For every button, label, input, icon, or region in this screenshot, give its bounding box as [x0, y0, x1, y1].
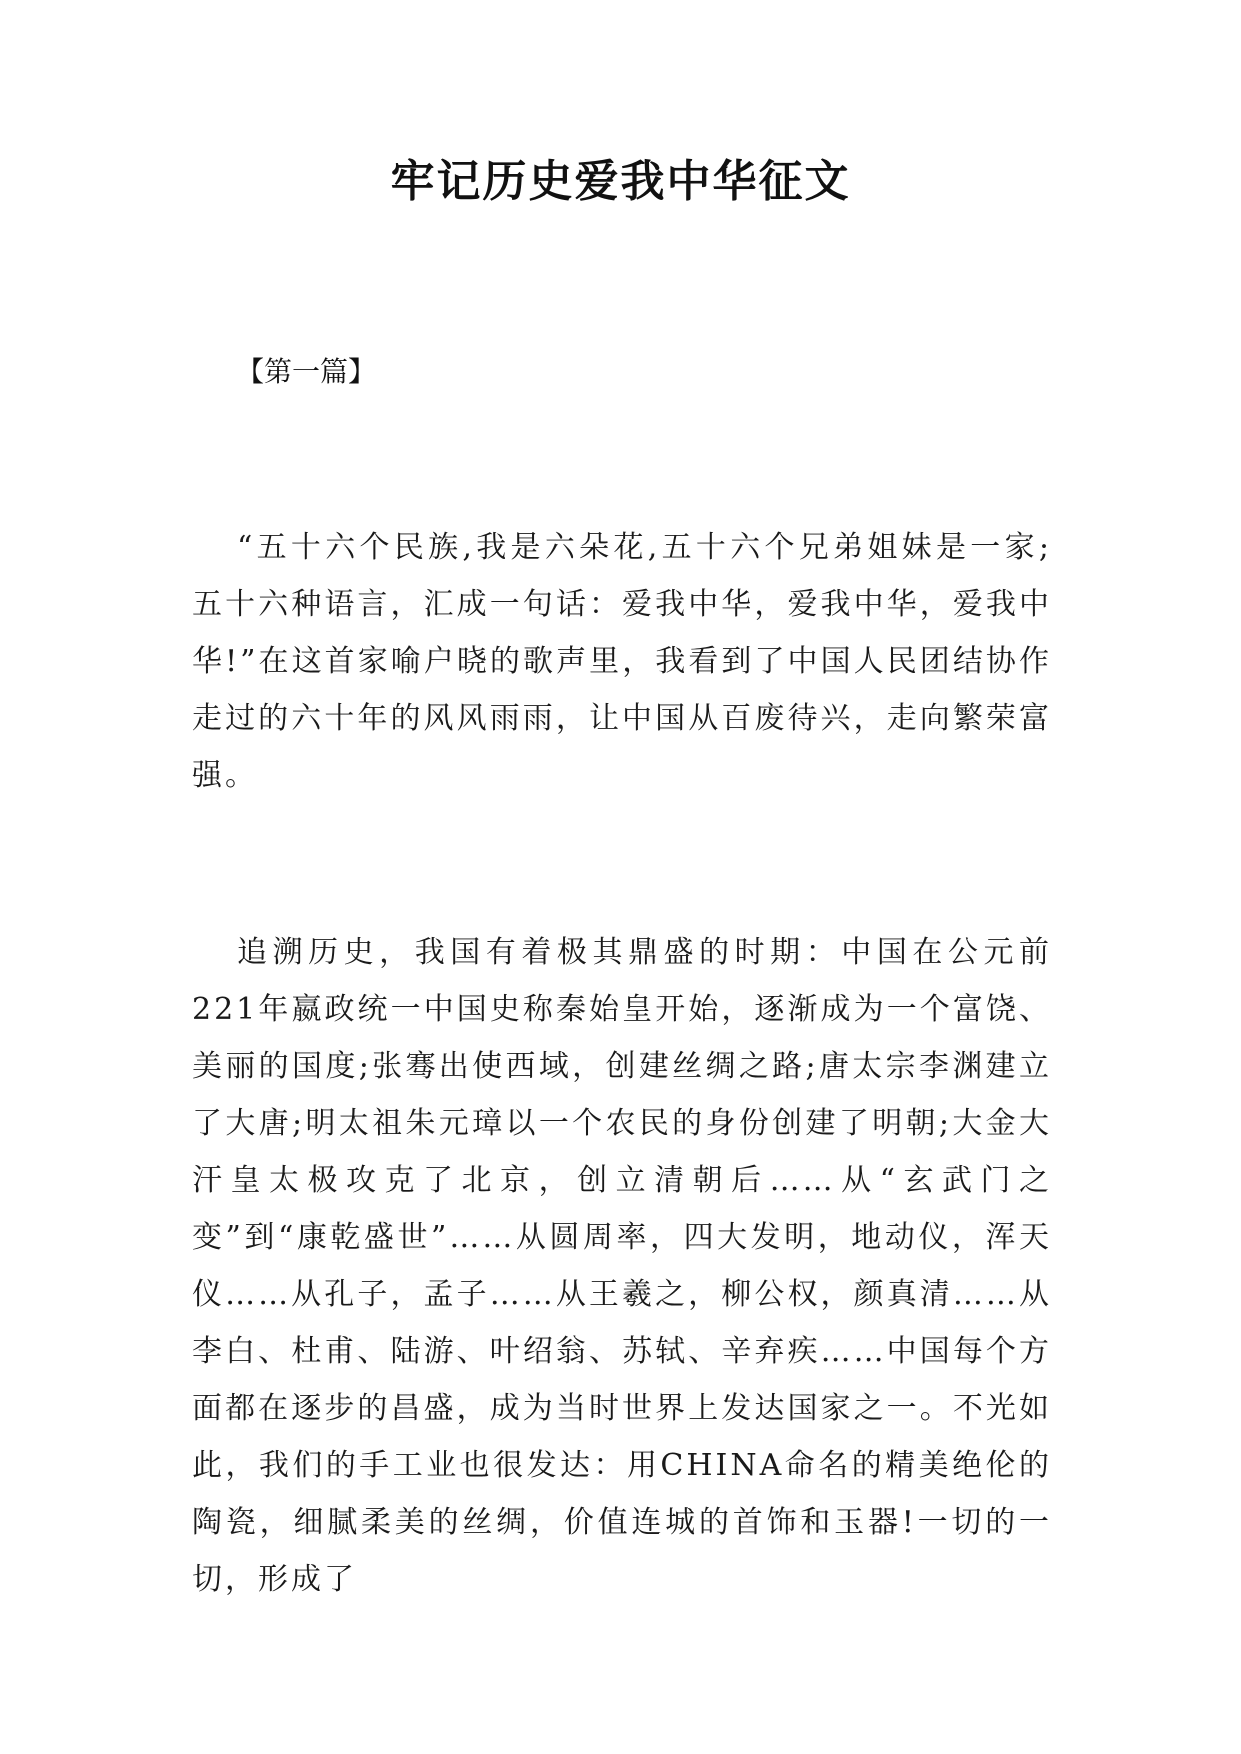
document-title: 牢记历史爱我中华征文 — [390, 156, 851, 207]
paragraph-2: 追溯历史，我国有着极其鼎盛的时期：中国在公元前221年嬴政统一中国史称秦始皇开始，逐渐成为一个富饶、美丽的国度;张骞出使西域，创建丝绸之路;唐太宗李渊建立了大唐;明太祖朱元璋以一个农民的身份创建了明朝;大金大汗皇太极攻克了北京，创立清朝后……从“玄武门之变”到“康乾盛世”……从圆周率，四大发明，地动仪，浑天仪……从孔子，孟子……从王羲之，柳公权，颜真清……从李白、杜甫、陆游、叶绍翁、苏轼、辛弃疾……中国每个方面都在逐步的昌盛，成为当时世界上发达国家之一。不光如此，我们的手工业也很发达：用CHINA命名的精美绝伦的陶瓷，细腻柔美的丝绸，价值连城的首饰和玉器!一切的一切，形成了 — [192, 935, 1052, 1597]
paragraph-1: “五十六个民族,我是六朵花,五十六个兄弟姐妹是一家;五十六种语言，汇成一句话：爱我中华，爱我中华，爱我中华!”在这首家喻户晓的歌声里，我看到了中国人民团结协作走过的六十年的风风雨雨，让中国从百废待兴，走向繁荣富强。 — [192, 530, 1052, 793]
section-heading: 【第一篇】 — [236, 355, 377, 388]
